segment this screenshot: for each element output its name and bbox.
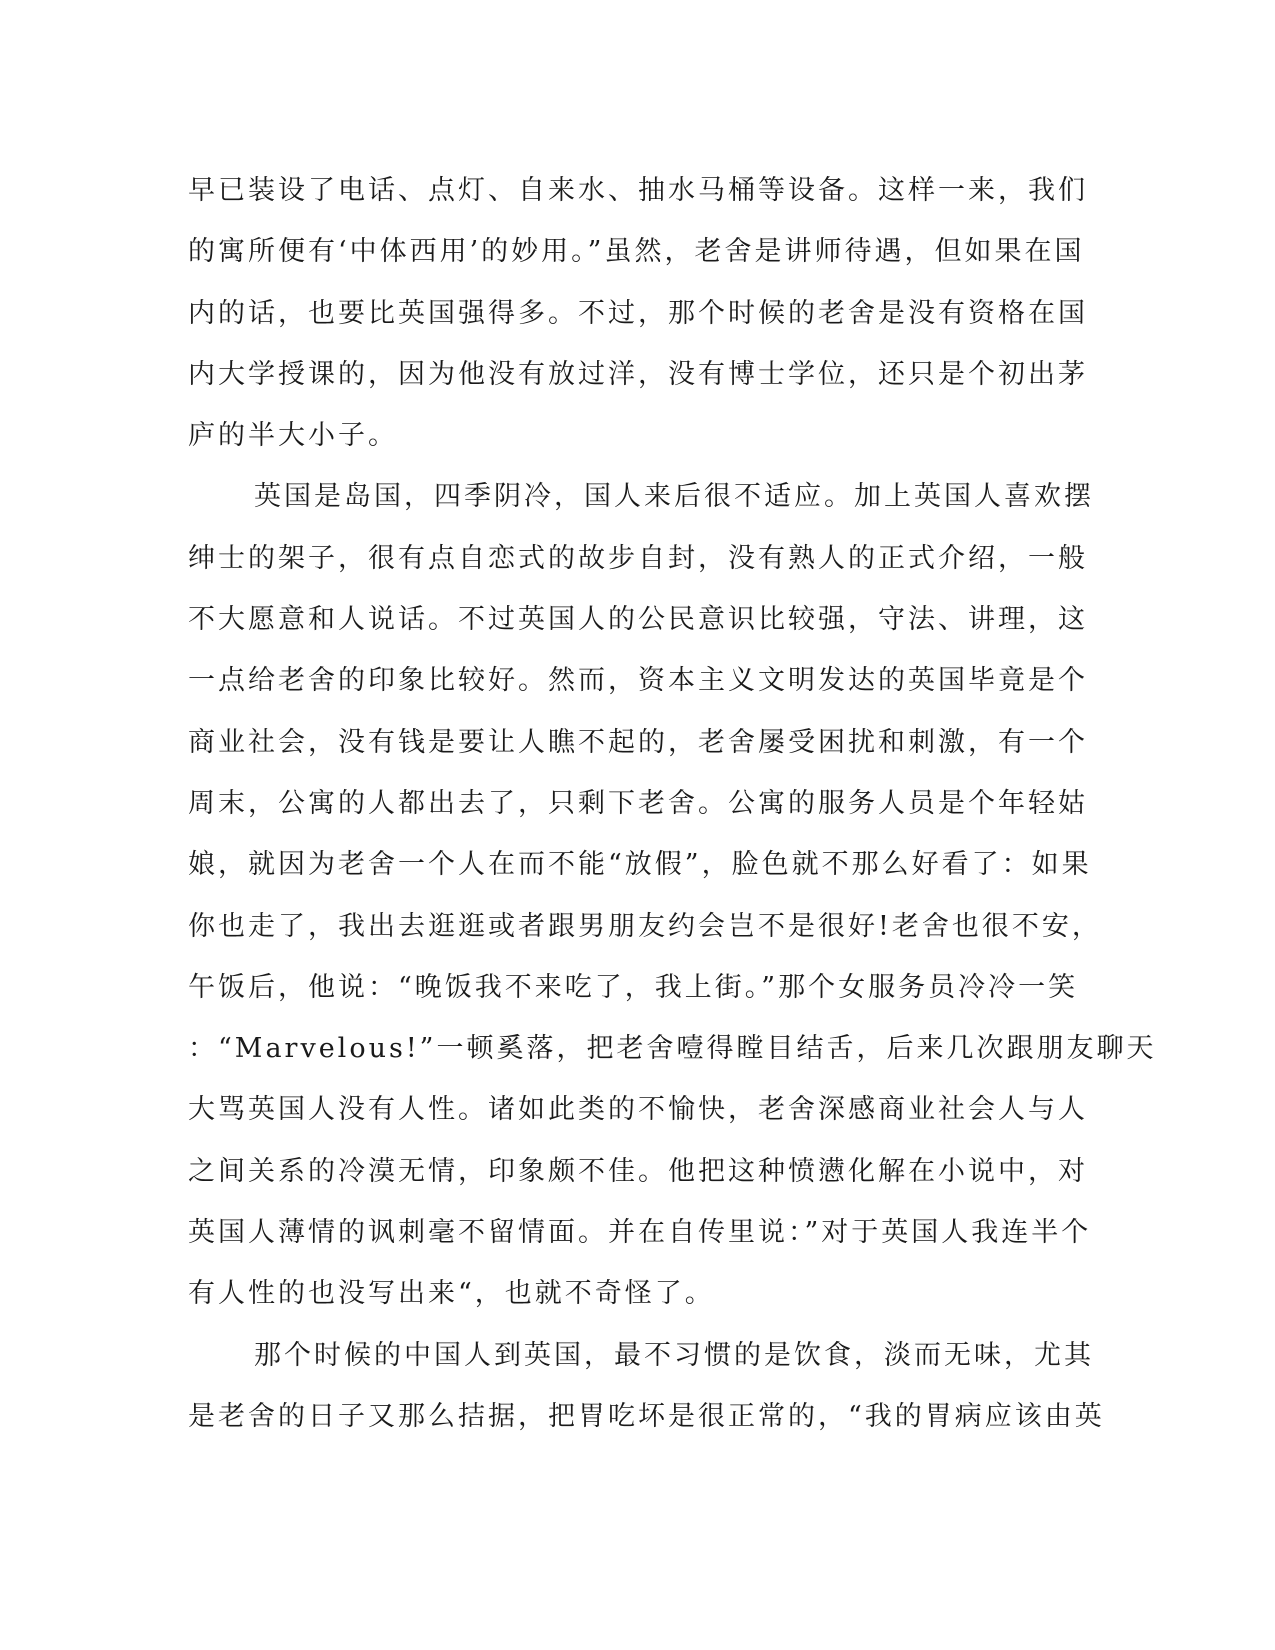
text-line: 不大愿意和人说话。不过英国人的公民意识比较强，守法、讲理，这 (188, 604, 1088, 636)
text-line: 英国人薄情的讽刺毫不留情面。并在自传里说：”对于英国人我连半个 (188, 1217, 1092, 1249)
text-line: 早已装设了电话、点灯、自来水、抽水马桶等设备。这样一来，我们 (188, 175, 1088, 206)
text-line: 是老舍的日子又那么拮据，把胃吃坏是很正常的，“我的胃病应该由英 (188, 1400, 1105, 1432)
text-line: 绅士的架子，很有点自恋式的故步自封，没有熟人的正式介绍，一般 (188, 542, 1088, 574)
text-line: 你也走了，我出去逛逛或者跟男朋友约会岂不是很好!老舍也很不安， (188, 910, 1102, 942)
text-line: 商业社会，没有钱是要让人瞧不起的，老舍屡受困扰和刺激，有一个 (188, 726, 1088, 758)
text-line: 的寓所便有‘中体西用’的妙用。”虽然，老舍是讲师待遇，但如果在国 (188, 236, 1085, 268)
text-line: 之间关系的冷漠无情，印象颇不佳。他把这种愤懑化解在小说中，对 (188, 1155, 1088, 1187)
text-line: 大骂英国人没有人性。诸如此类的不愉快，老舍深感商业社会人与人 (188, 1094, 1088, 1126)
text-line: 一点给老舍的印象比较好。然而，资本主义文明发达的英国毕竟是个 (188, 665, 1088, 697)
text-line: 内大学授课的，因为他没有放过洋，没有博士学位，还只是个初出茅 (188, 358, 1088, 390)
paragraph-start-line: 那个时候的中国人到英国，最不习惯的是饮食，淡而无味，尤其 (254, 1339, 1094, 1371)
text-line: 午饭后，他说：“晚饭我不来吃了，我上街。”那个女服务员冷冷一笑 (188, 971, 1079, 1003)
paragraph-start-line: 英国是岛国，四季阴冷，国人来后很不适应。加上英国人喜欢摆 (254, 481, 1094, 513)
text-line: 有人性的也没写出来“，也就不奇怪了。 (188, 1278, 715, 1310)
text-line: ：“Marvelous!”一顿奚落，把老舍噎得瞠目结舌，后来几次跟朋友聊天 (188, 1033, 1157, 1065)
body-text (188, 160, 1157, 1447)
text-line: 内的话，也要比英国强得多。不过，那个时候的老舍是没有资格在国 (188, 297, 1088, 329)
text-line: 庐的半大小子。 (188, 420, 398, 452)
text-line: 娘，就因为老舍一个人在而不能“放假”，脸色就不那么好看了：如果 (188, 849, 1092, 881)
text-line: 周末，公寓的人都出去了，只剩下老舍。公寓的服务人员是个年轻姑 (188, 787, 1088, 819)
